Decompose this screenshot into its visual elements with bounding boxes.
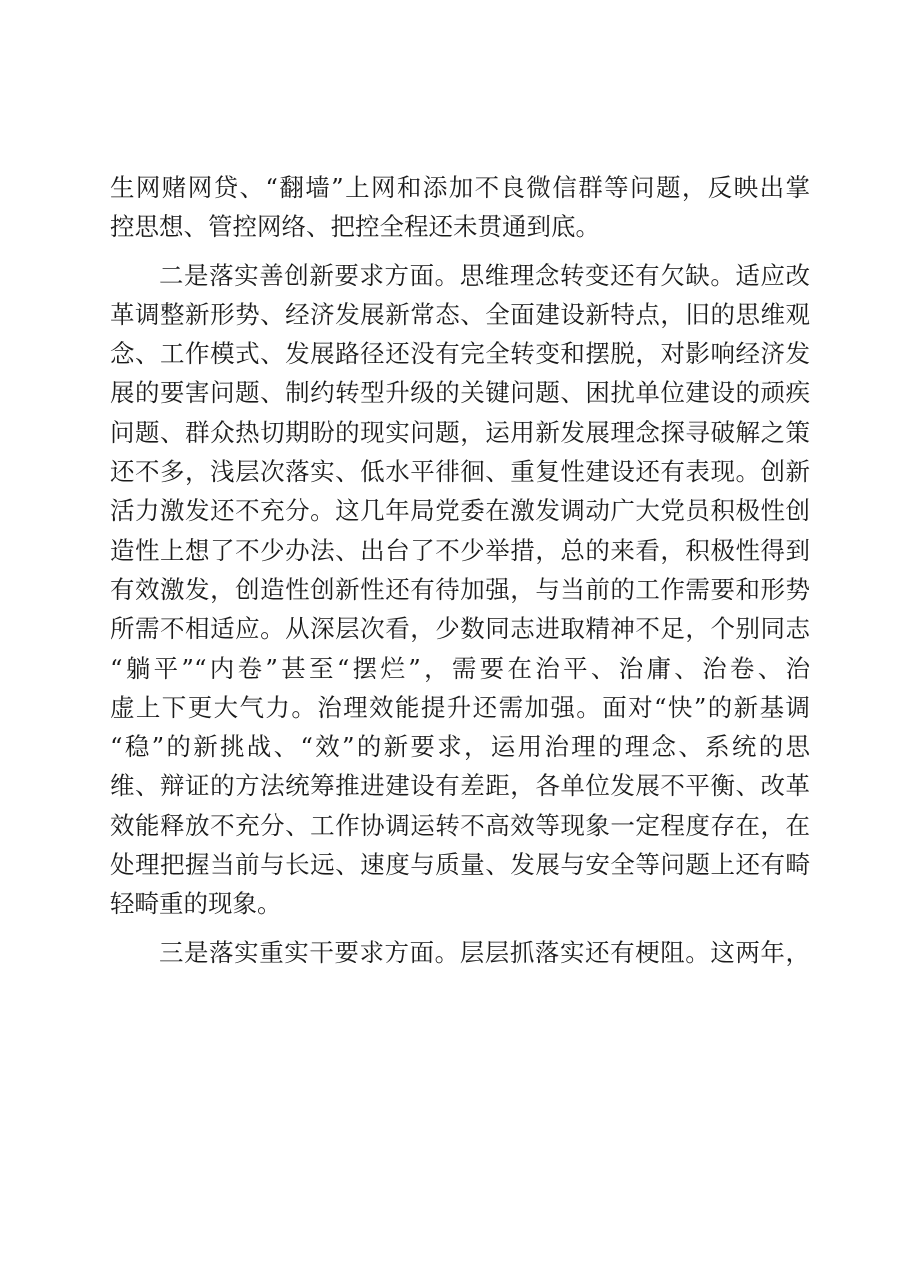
paragraph-line: 虚上下更大气力。治理效能提升还需加强。面对“快”的新基调 bbox=[110, 692, 810, 722]
document-body bbox=[110, 168, 810, 972]
paragraph-3 bbox=[110, 933, 810, 972]
paragraph-gap bbox=[110, 247, 810, 256]
paragraph-line: “躺平”“内卷”甚至“摆烂”，需要在治平、治庸、治卷、治 bbox=[110, 653, 810, 683]
paragraph-line: 念、工作模式、发展路径还没有完全转变和摆脱，对影响经济发 bbox=[110, 339, 810, 369]
paragraph-line: 生网赌网贷、“翻墙”上网和添加不良微信群等问题，反映出掌 bbox=[110, 173, 810, 202]
paragraph-line: 问题、群众热切期盼的现实问题，运用新发展理念探寻破解之策 bbox=[110, 417, 810, 447]
paragraph-line: 革调整新形势、经济发展新常态、全面建设新特点，旧的思维观 bbox=[110, 299, 810, 329]
paragraph-line: 有效激发，创造性创新性还有待加强，与当前的工作需要和形势 bbox=[110, 574, 810, 604]
paragraph-line: 处理把握当前与长远、速度与质量、发展与安全等问题上还有畸 bbox=[110, 850, 810, 880]
paragraph-gap bbox=[110, 924, 810, 933]
paragraph-line: 三是落实重实干要求方面。层层抓落实还有梗阻。这两年， bbox=[159, 937, 810, 967]
paragraph-line: 所需不相适应。从深层次看，少数同志进取精神不足，个别同志 bbox=[110, 614, 810, 644]
paragraph-line: 维、辩证的方法统筹推进建设有差距，各单位发展不平衡、改革 bbox=[110, 771, 810, 801]
paragraph-line: 展的要害问题、制约转型升级的关键问题、困扰单位建设的顽疾 bbox=[110, 378, 810, 408]
paragraph-line: 效能释放不充分、工作协调运转不高效等现象一定程度存在，在 bbox=[110, 810, 810, 840]
paragraph-line: 二是落实善创新要求方面。思维理念转变还有欠缺。适应改 bbox=[159, 260, 810, 290]
paragraph-1 bbox=[110, 168, 810, 247]
paragraph-line: 活力激发还不充分。这几年局党委在激发调动广大党员积极性创 bbox=[110, 496, 810, 526]
paragraph-line: “稳”的新挑战、“效”的新要求，运用治理的理念、系统的思 bbox=[110, 732, 810, 762]
paragraph-line: 控思想、管控网络、把控全程还未贯通到底。 bbox=[110, 212, 600, 242]
paragraph-line: 还不多，浅层次落实、低水平徘徊、重复性建设还有表现。创新 bbox=[110, 457, 810, 487]
paragraph-2 bbox=[110, 256, 810, 924]
paragraph-line: 轻畸重的现象。 bbox=[110, 889, 282, 919]
paragraph-line: 造性上想了不少办法、出台了不少举措，总的来看，积极性得到 bbox=[110, 535, 810, 565]
